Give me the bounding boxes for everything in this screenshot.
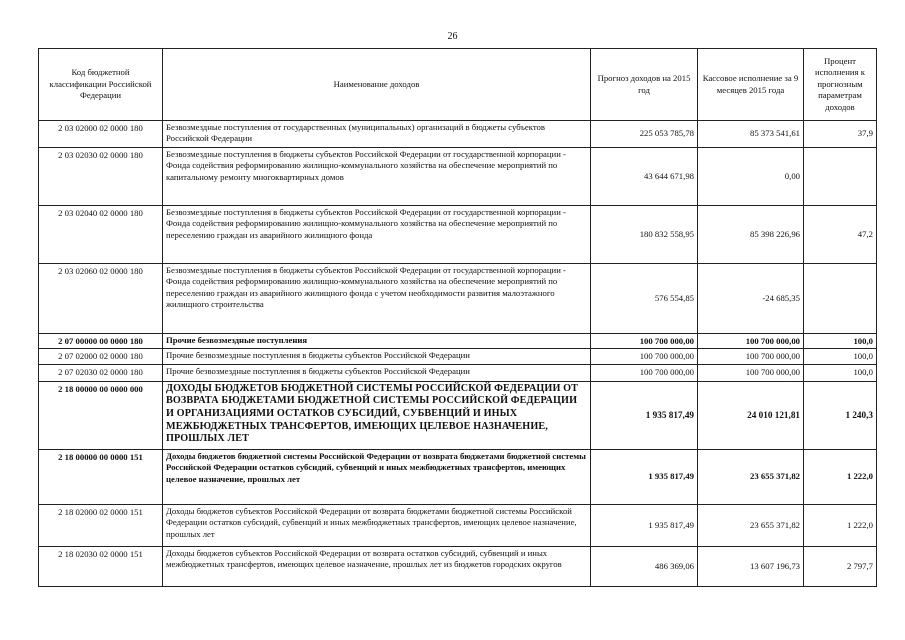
table-row — [39, 334, 877, 349]
table-row — [39, 264, 877, 334]
row-forecast: 100 700 000,00 — [591, 364, 698, 381]
row-forecast: 1 935 817,49 — [591, 449, 698, 504]
row-execution: 24 010 121,81 — [698, 381, 804, 449]
row-execution: 23 655 371,82 — [698, 504, 804, 546]
row-code: 2 07 02000 02 0000 180 — [39, 349, 163, 364]
row-percent: 1 222,0 — [804, 449, 877, 504]
row-name: Безвозмездные поступления в бюджеты субъектов Российской Федерации от государственной корпорации - Фонда содействия реформированию жилищно-коммунального хозяйства на обеспечение мероприятий по переселению граждан из аварийного жилищного фонда — [163, 206, 591, 264]
row-execution: -24 685,35 — [698, 264, 804, 334]
row-name: Безвозмездные поступления в бюджеты субъектов Российской Федерации от государственной корпорации - Фонда содействия реформированию жилищно-коммунального хозяйства на обеспечение мероприятий по капитальному ремонту многоквартирных домов — [163, 148, 591, 206]
row-code: 2 03 02030 02 0000 180 — [39, 148, 163, 206]
row-name: Доходы бюджетов субъектов Российской Федерации от возврата бюджетами бюджетной системы Российской Федерации остатков субсидий, субвенций и иных межбюджетных трансфертов, имеющих целевое назначение, прошлых лет — [163, 504, 591, 546]
row-percent: 100,0 — [804, 364, 877, 381]
row-execution: 85 373 541,61 — [698, 121, 804, 148]
table-row — [39, 504, 877, 546]
table-row — [39, 449, 877, 504]
revenue-table — [38, 48, 877, 587]
row-execution: 100 700 000,00 — [698, 334, 804, 349]
page-number: 26 — [447, 31, 458, 42]
row-name: Прочие безвозмездные поступления — [163, 334, 591, 349]
row-execution: 100 700 000,00 — [698, 349, 804, 364]
row-forecast: 100 700 000,00 — [591, 334, 698, 349]
row-code: 2 18 00000 00 0000 000 — [39, 381, 163, 449]
row-code: 2 18 02000 02 0000 151 — [39, 504, 163, 546]
table-row — [39, 121, 877, 148]
row-code: 2 03 02060 02 0000 180 — [39, 264, 163, 334]
row-forecast: 100 700 000,00 — [591, 349, 698, 364]
row-code: 2 03 02040 02 0000 180 — [39, 206, 163, 264]
row-percent: 100,0 — [804, 349, 877, 364]
row-percent: 1 222,0 — [804, 504, 877, 546]
row-forecast: 180 832 558,95 — [591, 206, 698, 264]
row-forecast: 486 369,06 — [591, 546, 698, 586]
row-execution: 100 700 000,00 — [698, 364, 804, 381]
header-code: Код бюджетной классификации Российской Федерации — [39, 49, 163, 121]
header-row — [39, 49, 877, 121]
row-code: 2 07 00000 00 0000 180 — [39, 334, 163, 349]
row-name: Доходы бюджетов бюджетной системы Российской Федерации от возврата бюджетами бюджетной системы Российской Федерации остатков субсидий, субвенций и иных межбюджетных трансфертов, имеющих целевое назначение, прошлых лет — [163, 449, 591, 504]
table-row — [39, 148, 877, 206]
row-percent — [804, 264, 877, 334]
row-percent: 47,2 — [804, 206, 877, 264]
row-name: ДОХОДЫ БЮДЖЕТОВ БЮДЖЕТНОЙ СИСТЕМЫ РОССИЙСКОЙ ФЕДЕРАЦИИ ОТ ВОЗВРАТА БЮДЖЕТАМИ БЮДЖЕТНОЙ СИСТЕМЫ РОССИЙСКОЙ ФЕДЕРАЦИИ И ОРГАНИЗАЦИЯМИ ОСТАТКОВ СУБСИДИЙ, СУБВЕНЦИЙ И ИНЫХ МЕЖБЮДЖЕТНЫХ ТРАНСФЕРТОВ, ИМЕЮЩИХ ЦЕЛЕВОЕ НАЗНАЧЕНИЕ, ПРОШЛЫХ ЛЕТ — [163, 381, 591, 449]
table-row — [39, 206, 877, 264]
row-code: 2 03 02000 02 0000 180 — [39, 121, 163, 148]
row-execution: 85 398 226,96 — [698, 206, 804, 264]
table-row — [39, 349, 877, 364]
row-name: Прочие безвозмездные поступления в бюджеты субъектов Российской Федерации — [163, 349, 591, 364]
row-execution: 13 607 196,73 — [698, 546, 804, 586]
row-forecast: 1 935 817,49 — [591, 381, 698, 449]
row-name: Безвозмездные поступления в бюджеты субъектов Российской Федерации от государственной корпорации - Фонда содействия реформированию жилищно-коммунального хозяйства на обеспечение мероприятий по переселению граждан из аварийного жилищного фонда с учетом необходимости развития малоэтажного жилищного строительства — [163, 264, 591, 334]
header-forecast: Прогноз доходов на 2015 год — [591, 49, 698, 121]
table-row — [39, 364, 877, 381]
row-percent: 100,0 — [804, 334, 877, 349]
row-forecast: 225 053 785,78 — [591, 121, 698, 148]
row-percent: 2 797,7 — [804, 546, 877, 586]
row-name: Доходы бюджетов субъектов Российской Федерации от возврата остатков субсидий, субвенций и иных межбюджетных трансфертов, имеющих целевое назначение, прошлых лет из бюджетов городских округов — [163, 546, 591, 586]
row-forecast: 43 644 671,98 — [591, 148, 698, 206]
row-forecast: 1 935 817,49 — [591, 504, 698, 546]
row-forecast: 576 554,85 — [591, 264, 698, 334]
row-name: Прочие безвозмездные поступления в бюджеты субъектов Российской Федерации — [163, 364, 591, 381]
row-percent: 1 240,3 — [804, 381, 877, 449]
row-execution: 0,00 — [698, 148, 804, 206]
row-execution: 23 655 371,82 — [698, 449, 804, 504]
row-code: 2 18 02030 02 0000 151 — [39, 546, 163, 586]
row-percent: 37,9 — [804, 121, 877, 148]
row-name: Безвозмездные поступления от государственных (муниципальных) организаций в бюджеты субъектов Российской Федерации — [163, 121, 591, 148]
row-code: 2 07 02030 02 0000 180 — [39, 364, 163, 381]
header-execution: Кассовое исполнение за 9 месяцев 2015 года — [698, 49, 804, 121]
row-percent — [804, 148, 877, 206]
row-code: 2 18 00000 00 0000 151 — [39, 449, 163, 504]
table-row — [39, 546, 877, 586]
header-percent: Процент исполнения к прогнозным параметрам доходов — [804, 49, 877, 121]
header-name: Наименование доходов — [163, 49, 591, 121]
table-row — [39, 381, 877, 449]
